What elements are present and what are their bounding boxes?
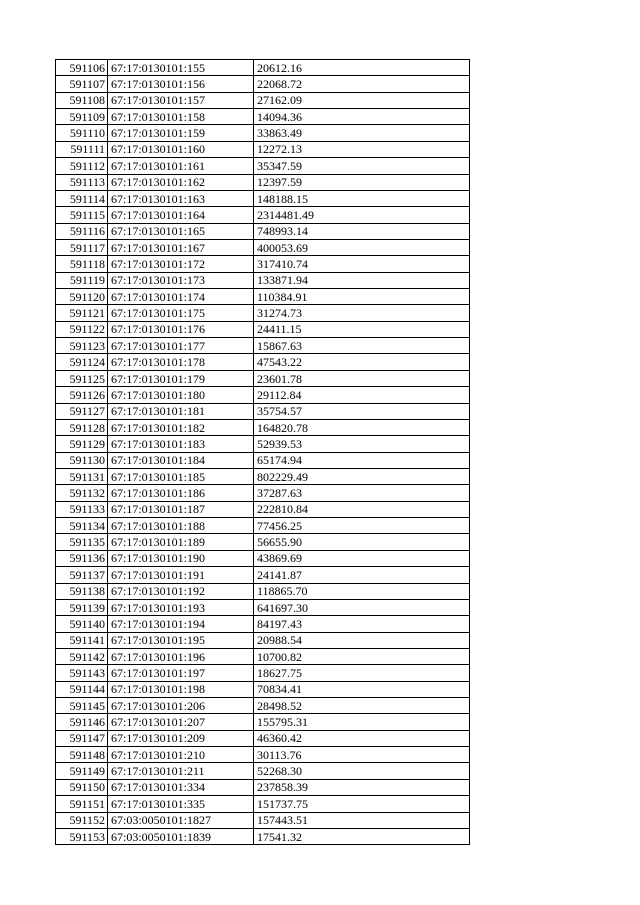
cadastral-number-cell: 67:17:0130101:178 — [108, 354, 254, 370]
table-row — [56, 698, 470, 714]
table-row — [56, 468, 470, 484]
row-number-cell: 591136 — [56, 550, 108, 566]
value-cell: 17541.32 — [254, 828, 470, 844]
table-row — [56, 76, 470, 92]
table-row — [56, 747, 470, 763]
cadastral-number-cell: 67:17:0130101:179 — [108, 370, 254, 386]
value-cell: 641697.30 — [254, 599, 470, 615]
table-row — [56, 256, 470, 272]
value-cell: 12397.59 — [254, 174, 470, 190]
value-cell: 31274.73 — [254, 305, 470, 321]
cadastral-number-cell: 67:17:0130101:335 — [108, 796, 254, 812]
row-number-cell: 591130 — [56, 452, 108, 468]
row-number-cell: 591149 — [56, 763, 108, 779]
cadastral-number-cell: 67:17:0130101:189 — [108, 534, 254, 550]
row-number-cell: 591151 — [56, 796, 108, 812]
table-row — [56, 632, 470, 648]
row-number-cell: 591117 — [56, 239, 108, 255]
value-cell: 27162.09 — [254, 92, 470, 108]
value-cell: 151737.75 — [254, 796, 470, 812]
value-cell: 164820.78 — [254, 419, 470, 435]
row-number-cell: 591138 — [56, 583, 108, 599]
table-row — [56, 289, 470, 305]
value-cell: 222810.84 — [254, 501, 470, 517]
value-cell: 52268.30 — [254, 763, 470, 779]
row-number-cell: 591148 — [56, 747, 108, 763]
table-row — [56, 583, 470, 599]
row-number-cell: 591147 — [56, 730, 108, 746]
cadastral-number-cell: 67:17:0130101:196 — [108, 648, 254, 664]
row-number-cell: 591145 — [56, 698, 108, 714]
cadastral-number-cell: 67:17:0130101:206 — [108, 698, 254, 714]
value-cell: 52939.53 — [254, 436, 470, 452]
cadastral-number-cell: 67:17:0130101:159 — [108, 125, 254, 141]
cadastral-number-cell: 67:17:0130101:197 — [108, 665, 254, 681]
row-number-cell: 591133 — [56, 501, 108, 517]
value-cell: 110384.91 — [254, 289, 470, 305]
table-row — [56, 665, 470, 681]
row-number-cell: 591109 — [56, 109, 108, 125]
cadastral-number-cell: 67:17:0130101:172 — [108, 256, 254, 272]
cadastral-number-cell: 67:17:0130101:177 — [108, 338, 254, 354]
cadastral-number-cell: 67:17:0130101:184 — [108, 452, 254, 468]
value-cell: 28498.52 — [254, 698, 470, 714]
table-row — [56, 141, 470, 157]
cadastral-number-cell: 67:17:0130101:191 — [108, 567, 254, 583]
table-row — [56, 321, 470, 337]
table-row — [56, 796, 470, 812]
table-row — [56, 190, 470, 206]
row-number-cell: 591134 — [56, 518, 108, 534]
table-row — [56, 109, 470, 125]
row-number-cell: 591135 — [56, 534, 108, 550]
table-row — [56, 92, 470, 108]
table-row — [56, 207, 470, 223]
value-cell: 65174.94 — [254, 452, 470, 468]
value-cell: 46360.42 — [254, 730, 470, 746]
table-row — [56, 338, 470, 354]
value-cell: 37287.63 — [254, 485, 470, 501]
value-cell: 802229.49 — [254, 468, 470, 484]
cadastral-number-cell: 67:17:0130101:187 — [108, 501, 254, 517]
value-cell: 400053.69 — [254, 239, 470, 255]
cadastral-number-cell: 67:17:0130101:163 — [108, 190, 254, 206]
row-number-cell: 591120 — [56, 289, 108, 305]
cadastral-number-cell: 67:17:0130101:334 — [108, 779, 254, 795]
row-number-cell: 591128 — [56, 419, 108, 435]
value-cell: 30113.76 — [254, 747, 470, 763]
cadastral-number-cell: 67:03:0050101:1827 — [108, 812, 254, 828]
row-number-cell: 591150 — [56, 779, 108, 795]
row-number-cell: 591122 — [56, 321, 108, 337]
value-cell: 84197.43 — [254, 616, 470, 632]
row-number-cell: 591121 — [56, 305, 108, 321]
value-cell: 23601.78 — [254, 370, 470, 386]
value-cell: 15867.63 — [254, 338, 470, 354]
table-row — [56, 599, 470, 615]
table-row — [56, 60, 470, 76]
cadastral-number-cell: 67:17:0130101:165 — [108, 223, 254, 239]
cadastral-number-cell: 67:17:0130101:162 — [108, 174, 254, 190]
cadastral-number-cell: 67:17:0130101:198 — [108, 681, 254, 697]
value-cell: 237858.39 — [254, 779, 470, 795]
table-row — [56, 567, 470, 583]
row-number-cell: 591141 — [56, 632, 108, 648]
cadastral-number-cell: 67:17:0130101:210 — [108, 747, 254, 763]
table-row — [56, 305, 470, 321]
cadastral-number-cell: 67:17:0130101:209 — [108, 730, 254, 746]
value-cell: 43869.69 — [254, 550, 470, 566]
row-number-cell: 591127 — [56, 403, 108, 419]
row-number-cell: 591118 — [56, 256, 108, 272]
table-row — [56, 436, 470, 452]
table-row — [56, 828, 470, 844]
value-cell: 157443.51 — [254, 812, 470, 828]
row-number-cell: 591107 — [56, 76, 108, 92]
table-row — [56, 616, 470, 632]
table-row — [56, 387, 470, 403]
cadastral-value-table — [55, 59, 470, 845]
table-row — [56, 239, 470, 255]
row-number-cell: 591114 — [56, 190, 108, 206]
table-body — [56, 60, 470, 845]
cadastral-number-cell: 67:17:0130101:186 — [108, 485, 254, 501]
table-row — [56, 730, 470, 746]
value-cell: 33863.49 — [254, 125, 470, 141]
cadastral-number-cell: 67:17:0130101:194 — [108, 616, 254, 632]
cadastral-number-cell: 67:17:0130101:173 — [108, 272, 254, 288]
cadastral-number-cell: 67:17:0130101:192 — [108, 583, 254, 599]
table-row — [56, 452, 470, 468]
value-cell: 118865.70 — [254, 583, 470, 599]
value-cell: 35347.59 — [254, 158, 470, 174]
value-cell: 18627.75 — [254, 665, 470, 681]
value-cell: 47543.22 — [254, 354, 470, 370]
table-row — [56, 763, 470, 779]
table-row — [56, 272, 470, 288]
row-number-cell: 591144 — [56, 681, 108, 697]
cadastral-number-cell: 67:17:0130101:164 — [108, 207, 254, 223]
table-row — [56, 648, 470, 664]
row-number-cell: 591124 — [56, 354, 108, 370]
row-number-cell: 591113 — [56, 174, 108, 190]
value-cell: 155795.31 — [254, 714, 470, 730]
row-number-cell: 591116 — [56, 223, 108, 239]
table-row — [56, 354, 470, 370]
table-row — [56, 403, 470, 419]
cadastral-number-cell: 67:17:0130101:157 — [108, 92, 254, 108]
row-number-cell: 591132 — [56, 485, 108, 501]
row-number-cell: 591106 — [56, 60, 108, 76]
value-cell: 133871.94 — [254, 272, 470, 288]
row-number-cell: 591153 — [56, 828, 108, 844]
table-row — [56, 158, 470, 174]
cadastral-number-cell: 67:17:0130101:211 — [108, 763, 254, 779]
value-cell: 748993.14 — [254, 223, 470, 239]
cadastral-number-cell: 67:17:0130101:180 — [108, 387, 254, 403]
row-number-cell: 591139 — [56, 599, 108, 615]
value-cell: 35754.57 — [254, 403, 470, 419]
table-row — [56, 485, 470, 501]
cadastral-number-cell: 67:17:0130101:190 — [108, 550, 254, 566]
value-cell: 148188.15 — [254, 190, 470, 206]
row-number-cell: 591112 — [56, 158, 108, 174]
table-row — [56, 518, 470, 534]
value-cell: 22068.72 — [254, 76, 470, 92]
cadastral-number-cell: 67:17:0130101:185 — [108, 468, 254, 484]
table-row — [56, 681, 470, 697]
cadastral-number-cell: 67:17:0130101:160 — [108, 141, 254, 157]
value-cell: 2314481.49 — [254, 207, 470, 223]
value-cell: 24141.87 — [254, 567, 470, 583]
cadastral-number-cell: 67:17:0130101:182 — [108, 419, 254, 435]
cadastral-number-cell: 67:17:0130101:161 — [108, 158, 254, 174]
cadastral-number-cell: 67:17:0130101:167 — [108, 239, 254, 255]
row-number-cell: 591123 — [56, 338, 108, 354]
cadastral-number-cell: 67:17:0130101:195 — [108, 632, 254, 648]
cadastral-number-cell: 67:03:0050101:1839 — [108, 828, 254, 844]
value-cell: 10700.82 — [254, 648, 470, 664]
table-row — [56, 812, 470, 828]
value-cell: 20988.54 — [254, 632, 470, 648]
row-number-cell: 591119 — [56, 272, 108, 288]
row-number-cell: 591125 — [56, 370, 108, 386]
cadastral-number-cell: 67:17:0130101:158 — [108, 109, 254, 125]
value-cell: 24411.15 — [254, 321, 470, 337]
table-row — [56, 223, 470, 239]
value-cell: 14094.36 — [254, 109, 470, 125]
table-row — [56, 550, 470, 566]
row-number-cell: 591110 — [56, 125, 108, 141]
row-number-cell: 591131 — [56, 468, 108, 484]
value-cell: 29112.84 — [254, 387, 470, 403]
cadastral-number-cell: 67:17:0130101:193 — [108, 599, 254, 615]
value-cell: 56655.90 — [254, 534, 470, 550]
table-row — [56, 174, 470, 190]
value-cell: 317410.74 — [254, 256, 470, 272]
table-row — [56, 501, 470, 517]
row-number-cell: 591137 — [56, 567, 108, 583]
cadastral-number-cell: 67:17:0130101:181 — [108, 403, 254, 419]
row-number-cell: 591108 — [56, 92, 108, 108]
value-cell: 20612.16 — [254, 60, 470, 76]
cadastral-number-cell: 67:17:0130101:207 — [108, 714, 254, 730]
table-row — [56, 125, 470, 141]
row-number-cell: 591140 — [56, 616, 108, 632]
table-row — [56, 714, 470, 730]
cadastral-number-cell: 67:17:0130101:183 — [108, 436, 254, 452]
table-row — [56, 779, 470, 795]
cadastral-number-cell: 67:17:0130101:174 — [108, 289, 254, 305]
row-number-cell: 591152 — [56, 812, 108, 828]
row-number-cell: 591142 — [56, 648, 108, 664]
row-number-cell: 591115 — [56, 207, 108, 223]
row-number-cell: 591111 — [56, 141, 108, 157]
table-row — [56, 534, 470, 550]
cadastral-number-cell: 67:17:0130101:175 — [108, 305, 254, 321]
row-number-cell: 591129 — [56, 436, 108, 452]
row-number-cell: 591143 — [56, 665, 108, 681]
cadastral-number-cell: 67:17:0130101:188 — [108, 518, 254, 534]
cadastral-number-cell: 67:17:0130101:156 — [108, 76, 254, 92]
row-number-cell: 591146 — [56, 714, 108, 730]
value-cell: 70834.41 — [254, 681, 470, 697]
value-cell: 77456.25 — [254, 518, 470, 534]
table-row — [56, 370, 470, 386]
cadastral-number-cell: 67:17:0130101:176 — [108, 321, 254, 337]
cadastral-number-cell: 67:17:0130101:155 — [108, 60, 254, 76]
row-number-cell: 591126 — [56, 387, 108, 403]
value-cell: 12272.13 — [254, 141, 470, 157]
table-row — [56, 419, 470, 435]
